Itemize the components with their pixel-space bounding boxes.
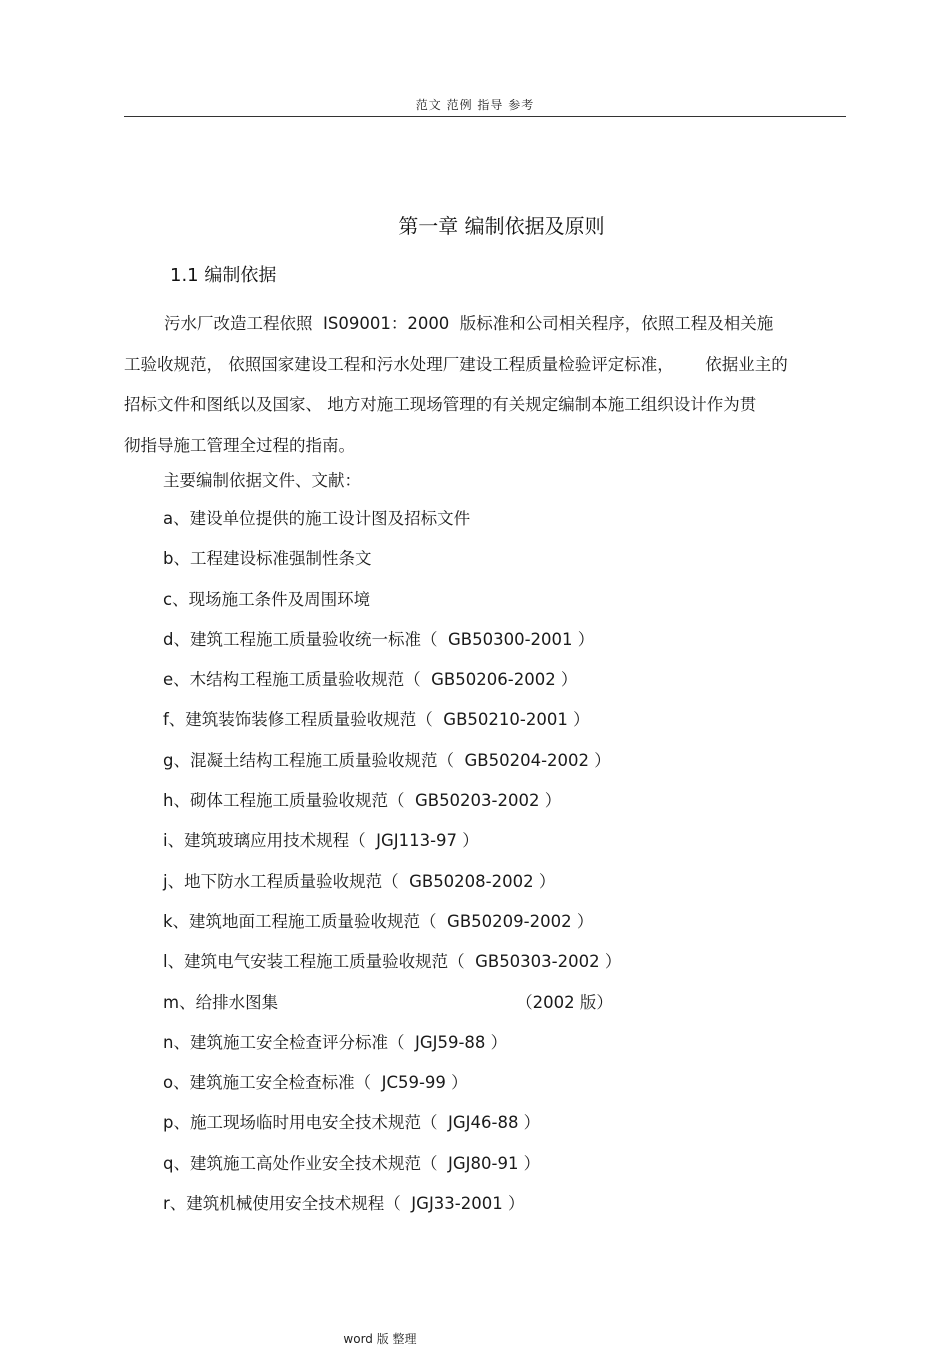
reference-list — [163, 506, 621, 1231]
list-item — [163, 1070, 621, 1110]
reference-code: （2002 版） — [516, 992, 613, 1012]
list-item — [163, 1191, 621, 1231]
reference-label: d、建筑工程施工质量验收统一标准（ — [163, 629, 438, 649]
reference-label: c、现场施工条件及周围环境 — [163, 589, 371, 609]
reference-label: k、建筑地面工程施工质量验收规范（ — [163, 911, 437, 931]
list-item — [163, 949, 621, 989]
list-item — [163, 909, 621, 949]
reference-label: h、砌体工程施工质量验收规范（ — [163, 791, 405, 811]
list-item — [163, 748, 621, 788]
reference-label: l、建筑电气安装工程施工质量验收规范（ — [163, 952, 465, 972]
list-item — [163, 707, 621, 747]
list-item — [163, 506, 621, 546]
list-item — [163, 587, 621, 627]
reference-label: n、建筑施工安全检查评分标准（ — [163, 1032, 405, 1052]
reference-label: e、木结构工程施工质量验收规范（ — [163, 670, 421, 690]
reference-code: GB50208-2002 ） — [398, 871, 556, 891]
chapter-title: 第一章 编制依据及原则 — [398, 214, 605, 238]
paragraph-line: 彻指导施工管理全过程的指南。 — [124, 435, 355, 455]
reference-label: g、混凝土结构工程施工质量验收规范（ — [163, 750, 454, 770]
reference-code: JGJ113-97 ） — [365, 831, 479, 851]
list-item — [163, 869, 621, 909]
reference-label: o、建筑施工安全检查标准（ — [163, 1073, 372, 1093]
reference-code: JGJ59-88 ） — [404, 1032, 508, 1052]
reference-code: JGJ33-2001 ） — [400, 1194, 525, 1214]
reference-label: b、工程建设标准强制性条文 — [163, 549, 372, 569]
list-item — [163, 546, 621, 586]
reference-code: JGJ46-88 ） — [437, 1113, 541, 1133]
paragraph-line: 污水厂改造工程依照 IS09001：2000 版标准和公司相关程序，依照工程及相关施 — [164, 314, 774, 333]
reference-code: JGJ80-91 ） — [437, 1153, 541, 1173]
list-item — [163, 667, 621, 707]
intro-paragraph — [124, 304, 844, 466]
list-item — [163, 828, 621, 868]
list-item — [163, 990, 621, 1030]
reference-label: r、建筑机械使用安全技术规程（ — [163, 1194, 401, 1214]
page-header: 范文 范例 指导 参考 — [415, 98, 535, 112]
section-title: 1.1 编制依据 — [170, 265, 277, 286]
reference-label: q、建筑施工高处作业安全技术规范（ — [163, 1153, 438, 1173]
list-item — [163, 1030, 621, 1070]
list-intro: 主要编制依据文件、文献： — [163, 471, 361, 490]
reference-code: JC59-99 ） — [371, 1073, 468, 1093]
reference-code: GB50209-2002 ） — [436, 911, 594, 931]
paragraph-line: 工验收规范， 依照国家建设工程和污水处理厂建设工程质量检验评定标准， 依据业主的 — [124, 354, 788, 374]
page-footer: word 版 整理 — [343, 1332, 417, 1346]
reference-label: a、建设单位提供的施工设计图及招标文件 — [163, 509, 471, 528]
reference-label: p、施工现场临时用电安全技术规范（ — [163, 1113, 438, 1133]
list-item — [163, 788, 621, 828]
reference-label: m、给排水图集 — [163, 992, 279, 1012]
reference-label: f、建筑装饰装修工程质量验收规范（ — [163, 710, 433, 730]
reference-code: GB50204-2002 ） — [453, 750, 611, 770]
paragraph-line: 招标文件和图纸以及国家、 地方对施工现场管理的有关规定编制本施工组织设计作为贯 — [124, 395, 757, 414]
reference-code: GB50303-2002 ） — [464, 952, 622, 972]
list-item — [163, 627, 621, 667]
header-rule — [124, 116, 846, 117]
reference-code: GB50300-2001 ） — [437, 629, 595, 649]
list-item — [163, 1151, 621, 1191]
reference-code: GB50203-2002 ） — [404, 791, 562, 811]
list-item — [163, 1110, 621, 1150]
reference-label: j、地下防水工程质量验收规范（ — [163, 871, 399, 891]
reference-label: i、建筑玻璃应用技术规程（ — [163, 831, 366, 851]
reference-code: GB50210-2001 ） — [432, 710, 590, 730]
reference-code: GB50206-2002 ） — [420, 670, 578, 690]
